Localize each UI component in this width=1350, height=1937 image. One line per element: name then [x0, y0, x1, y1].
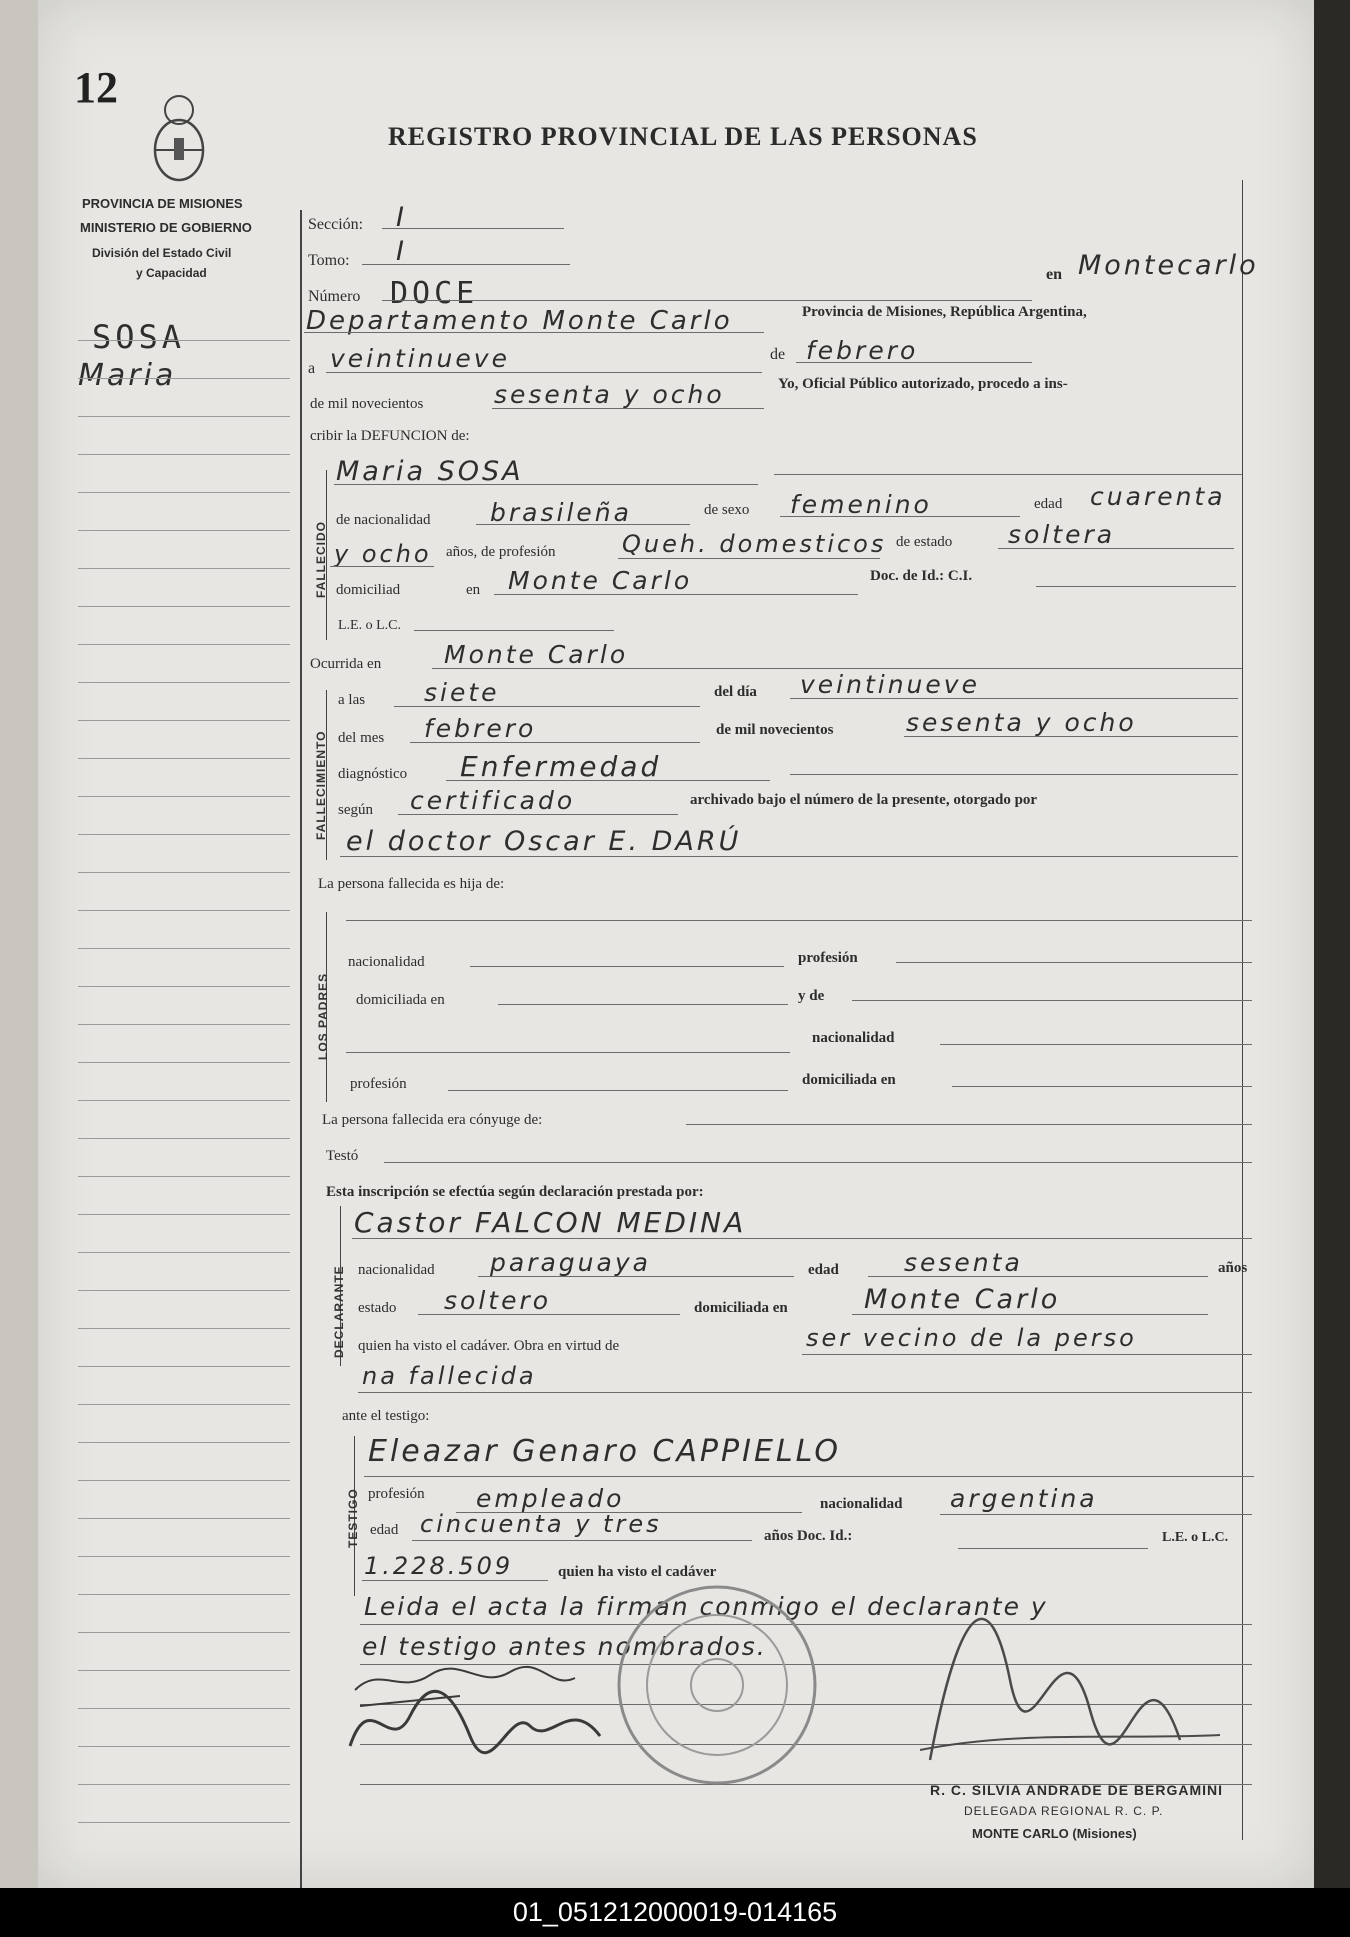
decl-estado-label: estado	[358, 1300, 397, 1316]
diagnostico-line-2	[790, 774, 1238, 775]
margin-ruled-line	[78, 1366, 290, 1367]
decl-domicilio-value: Monte Carlo	[864, 1284, 1061, 1315]
numero-line	[382, 300, 1032, 301]
provincia-label: Provincia de Misiones, República Argentina,	[802, 304, 1087, 320]
testigo-value: Eleazar Genaro CAPPIELLO	[368, 1434, 842, 1469]
margin-ruled-line	[78, 644, 290, 645]
margin-ruled-line	[78, 530, 290, 531]
decl-virtud-value: ser vecino de la perso	[806, 1324, 1137, 1352]
departamento-value: Departamento Monte Carlo	[306, 306, 733, 336]
margin-ruled-line	[78, 1024, 290, 1025]
edad-label: edad	[1034, 496, 1063, 512]
medico-value: el doctor Oscar E. DARÚ	[346, 826, 742, 857]
inscripcion-label: Esta inscripción se efectúa según declaración prestada por:	[326, 1184, 704, 1200]
margin-ruled-line	[78, 1252, 290, 1253]
de-mil-label: de mil novecientos	[310, 396, 424, 412]
en-value: Montecarlo	[1078, 250, 1259, 281]
decl-estado-line	[418, 1314, 680, 1315]
fallecimiento-side-label: FALLECIMIENTO	[314, 730, 328, 840]
domicilio-label: domiciliad	[336, 582, 401, 598]
quien-visto-label: quien ha visto el cadáver. Obra en virtud de	[358, 1338, 620, 1354]
stamp-place: MONTE CARLO (Misiones)	[972, 1826, 1137, 1841]
decl-nacionalidad-label: nacionalidad	[358, 1262, 435, 1278]
mes-line	[796, 362, 1032, 363]
a-las-label: a las	[338, 692, 366, 708]
lectura-line-1: Leida el acta la firman conmigo el declarante y	[364, 1592, 1048, 1621]
ocurrida-value: Monte Carlo	[444, 640, 629, 669]
padre-nacionalidad-label: nacionalidad	[348, 954, 425, 970]
madre-nombre-line	[852, 1000, 1252, 1001]
nombre-value: Maria SOSA	[336, 456, 524, 487]
padre-domicilio-label: domiciliada en	[356, 992, 445, 1008]
margin-ruled-line	[78, 720, 290, 721]
sexo-value: femenino	[790, 490, 932, 519]
edad-line-2	[330, 566, 434, 567]
nombre-line	[334, 484, 758, 485]
fallecido-side-label: FALLECIDO	[314, 521, 328, 598]
margin-ruled-line	[78, 1062, 290, 1063]
numero-label: Número	[308, 288, 361, 305]
margin-ruled-line	[78, 606, 290, 607]
test-doc-value-line	[362, 1580, 548, 1581]
mes-fallec-line	[410, 742, 700, 743]
tomo-line	[362, 264, 570, 265]
margin-ruled-line	[78, 1138, 290, 1139]
decl-virtud-line-2	[358, 1392, 1252, 1393]
margin-ruled-line	[78, 1746, 290, 1747]
margin-ruled-line	[78, 1518, 290, 1519]
diagnostico-line	[446, 780, 770, 781]
witness-signature	[350, 1660, 580, 1700]
lectura-line-2: el testigo antes nombrados.	[362, 1632, 767, 1661]
test-doc-value: 1.228.509	[364, 1552, 514, 1580]
margin-ruled-line	[78, 1784, 290, 1785]
madre-profesion-line	[448, 1090, 788, 1091]
decl-edad-label: edad	[808, 1262, 839, 1278]
margin-ruled-line	[78, 834, 290, 835]
margin-ruled-line	[78, 1404, 290, 1405]
declarante-line	[352, 1238, 1252, 1239]
margin-ruled-line	[78, 1708, 290, 1709]
province-label: PROVINCIA DE MISIONES	[82, 196, 243, 211]
decl-virtud-line	[802, 1354, 1252, 1355]
margin-ruled-line	[78, 948, 290, 949]
margin-ruled-line	[78, 1214, 290, 1215]
hora-value: siete	[424, 678, 500, 707]
margin-ruled-line	[78, 682, 290, 683]
margin-ruled-line	[78, 416, 290, 417]
padres-side-label: LOS PADRES	[316, 972, 330, 1060]
nombre-line-2	[774, 474, 1242, 475]
margin-ruled-line	[78, 1480, 290, 1481]
padre-domicilio-line	[498, 1004, 788, 1005]
test-edad-line	[412, 1540, 752, 1541]
edad-value: cuarenta	[1090, 482, 1226, 511]
mes-fallec-value: febrero	[424, 714, 537, 743]
dia-fallec-line	[790, 698, 1238, 699]
margin-ruled-line	[78, 1822, 290, 1823]
margin-ruled-line	[78, 492, 290, 493]
numero-value: DOCE	[390, 276, 479, 311]
del-mes-label: del mes	[338, 730, 385, 746]
padre-nacionalidad-line	[470, 966, 784, 967]
margin-ruled-line	[78, 1670, 290, 1671]
dia-line	[326, 372, 762, 373]
y-de-label: y de	[798, 988, 825, 1004]
declarante-value: Castor FALCON MEDINA	[354, 1206, 747, 1239]
margin-given-name: Maria	[78, 358, 177, 393]
margin-ruled-line	[78, 1290, 290, 1291]
decl-domicilio-line	[852, 1314, 1208, 1315]
tomo-value: I	[396, 236, 407, 267]
right-edge	[1314, 0, 1350, 1888]
margin-ruled-line	[78, 1100, 290, 1101]
margin-ruled-line	[78, 1442, 290, 1443]
madre-domicilio-label: domiciliada en	[802, 1072, 896, 1088]
edad-value-2: y ocho	[334, 540, 432, 568]
del-dia-label: del día	[714, 684, 757, 700]
profesion-line	[618, 558, 880, 559]
ministry-label: MINISTERIO DE GOBIERNO	[80, 220, 252, 235]
estado-line	[998, 548, 1234, 549]
test-edad-label: edad	[370, 1522, 399, 1538]
certificado-line	[398, 814, 678, 815]
testigo-line	[364, 1476, 1254, 1477]
right-rule	[1242, 180, 1243, 1840]
domicilio-line	[494, 594, 858, 595]
margin-ruled-line	[78, 454, 290, 455]
coat-of-arms-icon	[148, 90, 210, 186]
seccion-line	[382, 228, 564, 229]
cribir-label: cribir la DEFUNCION de:	[310, 428, 470, 444]
testo-label: Testó	[326, 1148, 359, 1164]
ante-testigo-label: ante el testigo:	[342, 1408, 430, 1424]
margin-ruled-line	[78, 378, 290, 379]
margin-ruled-line	[78, 796, 290, 797]
test-profesion-label: profesión	[368, 1486, 425, 1502]
page-number: 12	[74, 63, 118, 112]
diagnostico-label: diagnóstico	[338, 766, 408, 782]
test-profesion-value: empleado	[476, 1484, 625, 1513]
decl-domicilio-label: domiciliada en	[694, 1300, 788, 1316]
estado-label: de estado	[896, 534, 953, 550]
page-title: REGISTRO PROVINCIAL DE LAS PERSONAS	[388, 122, 978, 151]
domicilio-en-label: en	[466, 582, 481, 598]
tomo-label: Tomo:	[308, 252, 350, 269]
declarante-side-label: DECLARANTE	[332, 1265, 346, 1358]
margin-ruled-line	[78, 1632, 290, 1633]
madre-nacionalidad-label: nacionalidad	[812, 1030, 895, 1046]
diagnostico-value: Enfermedad	[460, 750, 662, 783]
margin-ruled-line	[78, 1328, 290, 1329]
margin-ruled-line	[78, 758, 290, 759]
test-doc-line	[958, 1548, 1148, 1549]
estado-value: soltera	[1008, 520, 1116, 549]
test-edad-value: cincuenta y tres	[420, 1510, 662, 1538]
sexo-label: de sexo	[704, 502, 750, 518]
decl-nacionalidad-value: paraguaya	[490, 1248, 651, 1277]
division-label: División del Estado Civil	[92, 246, 232, 260]
seccion-value: I	[396, 202, 407, 233]
doc-id-label: Doc. de Id.: C.I.	[870, 568, 973, 584]
seccion-label: Sección:	[308, 216, 364, 233]
conyuge-label: La persona fallecida era cónyuge de:	[322, 1112, 543, 1128]
nacionalidad-label: de nacionalidad	[336, 512, 431, 528]
test-nacionalidad-label: nacionalidad	[820, 1496, 903, 1512]
sexo-line	[780, 516, 1020, 517]
decl-edad-value: sesenta	[904, 1248, 1023, 1277]
official-seal	[612, 1580, 822, 1790]
de-label: de	[770, 346, 786, 363]
a-label: a	[308, 360, 316, 377]
dia-value: veintinueve	[330, 344, 510, 373]
padre-nombre-line	[346, 920, 1252, 921]
test-le-label: L.E. o L.C.	[1162, 1530, 1229, 1545]
anio-value: sesenta y ocho	[494, 380, 725, 409]
departamento-line	[304, 332, 764, 333]
domicilio-value: Monte Carlo	[508, 566, 693, 595]
padre-profesion-line	[896, 962, 1252, 963]
le-lc-label: L.E. o L.C.	[338, 618, 401, 633]
decl-nacionalidad-line	[478, 1276, 794, 1277]
image-footer-id: 01_051212000019-014165	[0, 1888, 1350, 1937]
archivado-label: archivado bajo el número de la presente, otorgado por	[690, 792, 1038, 808]
margin-surname: SOSA	[92, 318, 186, 356]
certificado-value: certificado	[410, 786, 576, 815]
anio-fallec-value: sesenta y ocho	[906, 708, 1137, 737]
mes-value: febrero	[806, 336, 919, 365]
doc-id-line	[1036, 586, 1236, 587]
stamp-role: DELEGADA REGIONAL R. C. P.	[964, 1804, 1164, 1818]
margin-ruled-line	[78, 872, 290, 873]
anio-line	[492, 408, 764, 409]
margin-ruled-line	[78, 986, 290, 987]
dia-fallec-value: veintinueve	[800, 670, 980, 699]
medico-line	[340, 856, 1238, 857]
stamp-name: R. C. SILVIA ANDRADE DE BERGAMINI	[930, 1782, 1224, 1798]
margin-ruled-line	[78, 1556, 290, 1557]
test-nacionalidad-line	[940, 1514, 1252, 1515]
madre-nacionalidad-line	[940, 1044, 1252, 1045]
madre-domicilio-line	[952, 1086, 1252, 1087]
margin-ruled-line	[78, 1594, 290, 1595]
nacionalidad-line	[476, 524, 690, 525]
hija-de-label: La persona fallecida es hija de:	[318, 876, 505, 892]
ocurrida-line	[432, 668, 1242, 669]
en-label: en	[1046, 266, 1062, 283]
margin-ruled-line	[78, 340, 290, 341]
margin-ruled-line	[78, 1176, 290, 1177]
profesion-label: años, de profesión	[446, 544, 556, 560]
test-doc-label: años Doc. Id.:	[764, 1528, 853, 1544]
margin-ruled-line	[78, 910, 290, 911]
madre-line-2	[346, 1052, 790, 1053]
testigo-side-label: TESTIGO	[346, 1488, 360, 1548]
division-label-2: y Capacidad	[136, 266, 207, 280]
quien-visto-2-label: quien ha visto el cadáver	[558, 1564, 717, 1580]
conyuge-line	[686, 1124, 1252, 1125]
hora-line	[394, 706, 700, 707]
anio-fallec-line	[904, 736, 1238, 737]
decl-virtud-value-2: na fallecida	[362, 1362, 537, 1390]
decl-edad-line	[868, 1276, 1208, 1277]
decl-anos-label: años	[1218, 1260, 1248, 1276]
profesion-value: Queh. domesticos	[622, 530, 887, 558]
testo-line	[384, 1162, 1252, 1163]
ocurrida-label: Ocurrida en	[310, 656, 382, 672]
nacionalidad-value: brasileña	[490, 498, 632, 527]
margin-ruled-line	[78, 568, 290, 569]
decl-estado-value: soltero	[444, 1286, 552, 1315]
officer-signature	[900, 1560, 1230, 1780]
le-lc-line	[414, 630, 614, 631]
de-mil-nov-label: de mil novecientos	[716, 722, 834, 738]
test-nacionalidad-value: argentina	[950, 1484, 1098, 1513]
margin-rule	[300, 210, 302, 1890]
oficial-label: Yo, Oficial Público autorizado, procedo a ins-	[778, 376, 1068, 392]
segun-label: según	[338, 802, 373, 818]
madre-profesion-label: profesión	[350, 1076, 407, 1092]
padre-profesion-label: profesión	[798, 950, 858, 966]
